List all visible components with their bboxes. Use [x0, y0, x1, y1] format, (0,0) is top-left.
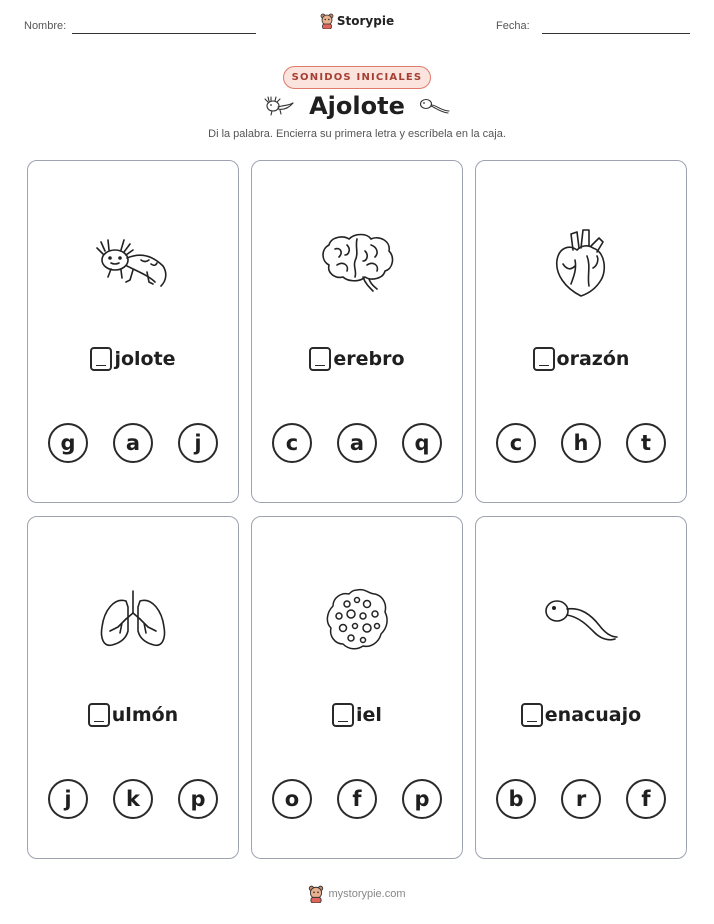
tadpole-small-icon: [419, 96, 451, 116]
name-line[interactable]: [72, 33, 256, 34]
answer-box[interactable]: [88, 703, 110, 727]
answer-box[interactable]: [332, 703, 354, 727]
footer: [0, 885, 714, 903]
letter-choice[interactable]: a: [337, 423, 377, 463]
tadpole-icon: [543, 595, 619, 643]
card-lungs: [27, 516, 239, 859]
bear-mascot-icon: [320, 13, 334, 29]
word-remainder: iel: [356, 704, 382, 726]
letter-choice[interactable]: r: [561, 779, 601, 819]
letter-choice[interactable]: t: [626, 423, 666, 463]
answer-box[interactable]: [521, 703, 543, 727]
word-remainder: ulmón: [111, 704, 179, 726]
answer-box[interactable]: [90, 347, 112, 371]
card-tadpole: [475, 516, 687, 859]
answer-box[interactable]: [533, 347, 555, 371]
brain-icon: [317, 231, 397, 295]
letter-choice[interactable]: c: [496, 423, 536, 463]
letter-choice[interactable]: p: [178, 779, 218, 819]
letter-choice[interactable]: a: [113, 423, 153, 463]
heart-icon: [551, 226, 611, 300]
axolotl-small-icon: [263, 95, 295, 117]
letter-choice[interactable]: f: [626, 779, 666, 819]
letter-choice[interactable]: o: [272, 779, 312, 819]
word-remainder: erebro: [333, 348, 405, 370]
letter-choice[interactable]: f: [337, 779, 377, 819]
word-remainder: orazón: [556, 348, 630, 370]
letter-choice[interactable]: j: [48, 779, 88, 819]
letter-choice[interactable]: j: [178, 423, 218, 463]
worksheet-title: Ajolote: [309, 92, 405, 120]
letter-choice[interactable]: q: [402, 423, 442, 463]
card-heart: [475, 160, 687, 503]
date-line[interactable]: [542, 33, 690, 34]
footer-url[interactable]: mystorypie.com: [328, 888, 406, 900]
letter-choice[interactable]: p: [402, 779, 442, 819]
topic-badge: SONIDOS INICIALES: [283, 66, 432, 89]
axolotl-icon: [93, 232, 173, 294]
card-skin: [251, 516, 463, 859]
word-remainder: enacuajo: [544, 704, 642, 726]
letter-choice[interactable]: h: [561, 423, 601, 463]
card-axolotl: [27, 160, 239, 503]
letter-choice[interactable]: c: [272, 423, 312, 463]
name-label: Nombre:: [24, 20, 67, 32]
letter-choice[interactable]: g: [48, 423, 88, 463]
bear-mascot-icon: [308, 885, 324, 903]
brand-name: Storypie: [336, 14, 395, 28]
brand-logo: [0, 13, 714, 29]
cards-grid: [27, 160, 688, 860]
date-label: Fecha:: [496, 20, 530, 32]
instructions: Di la palabra. Encierra su primera letra y escríbela en la caja.: [208, 128, 506, 140]
answer-box[interactable]: [309, 347, 331, 371]
letter-choice[interactable]: k: [113, 779, 153, 819]
letter-choice[interactable]: b: [496, 779, 536, 819]
word-remainder: jolote: [114, 348, 176, 370]
lungs-icon: [96, 587, 170, 651]
skin-cell-icon: [323, 586, 391, 652]
card-brain: [251, 160, 463, 503]
